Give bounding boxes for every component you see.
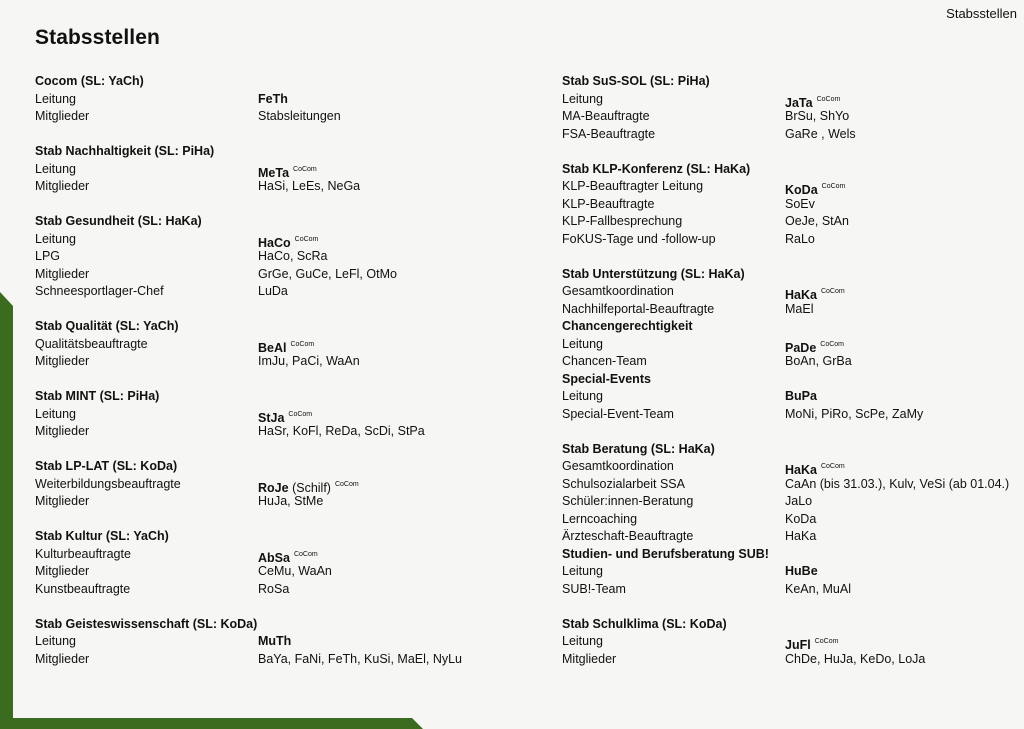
section-title: Stab SuS-SOL (SL: PiHa)	[562, 74, 710, 88]
entry-label: Leitung	[35, 634, 77, 648]
entry-label: Gesamtkoordination	[562, 459, 674, 473]
entry-row	[562, 406, 1022, 424]
entry-label: SUB!-Team	[562, 581, 626, 596]
member-names: LuDa	[258, 284, 288, 298]
entry-value	[785, 301, 813, 319]
entry-value	[785, 511, 816, 529]
header-label: Stabsstellen	[946, 6, 1017, 21]
member-names: KoDa	[785, 511, 817, 526]
entry-label: Chancen-Team	[562, 354, 647, 368]
entry-row	[562, 213, 1022, 231]
lead-name: KoDa	[785, 183, 818, 197]
cocom-tag: CoCom	[294, 235, 319, 243]
member-names: RaLo	[785, 231, 815, 246]
entry-value	[785, 388, 817, 406]
lead-name: HaKa	[785, 288, 817, 302]
entry-label: Mitglieder	[35, 354, 90, 368]
entry-label: Schulsozialarbeit SSA	[562, 476, 685, 491]
member-names: (Schilf)	[292, 480, 331, 495]
entry-label: Ärzteschaft-Beauftragte	[562, 529, 694, 543]
decorative-green-bar-bottom	[0, 718, 412, 729]
entry-label: Kunstbeauftragte	[35, 581, 131, 596]
lead-name: BuPa	[785, 389, 817, 403]
entry-label: Leitung	[562, 389, 604, 403]
entry-row	[562, 301, 1022, 319]
entry-row	[35, 406, 515, 424]
entry-row	[562, 108, 1022, 126]
cocom-tag: CoCom	[293, 165, 317, 173]
section	[35, 528, 515, 598]
entry-row	[562, 388, 1022, 406]
entry-value	[258, 423, 425, 441]
entry-row	[35, 336, 515, 354]
entry-row	[562, 231, 1022, 249]
lead-name: JaTa	[785, 95, 813, 110]
entry-row	[562, 528, 1022, 546]
entry-row	[562, 353, 1022, 371]
cocom-tag: CoCom	[820, 288, 845, 295]
entry-row	[562, 563, 1022, 581]
cocom-tag: CoCom	[334, 480, 359, 488]
entry-row	[35, 563, 515, 581]
entry-row	[35, 266, 515, 284]
section-title: Stab Kultur (SL: YaCh)	[35, 529, 169, 543]
cocom-tag: CoCom	[814, 638, 839, 645]
entry-label: Qualitätsbeauftragte	[35, 336, 148, 351]
lead-name: FeTh	[258, 91, 288, 106]
entry-value	[785, 353, 852, 371]
entry-value	[258, 493, 323, 511]
lead-name: MuTh	[258, 634, 292, 648]
entry-label: FoKUS-Tage und -follow-up	[562, 231, 716, 246]
entry-row	[562, 336, 1022, 354]
entry-row	[562, 458, 1022, 476]
decorative-green-bar-left	[0, 306, 13, 729]
subsection-title: Chancengerechtigkeit	[562, 319, 693, 333]
cocom-tag: CoCom	[820, 340, 845, 348]
entry-value	[785, 196, 815, 214]
entry-label: MA-Beauftragte	[562, 109, 650, 123]
section-title: Stab Schulklima (SL: KoDa)	[562, 616, 727, 631]
member-names: KeAn, MuAl	[785, 581, 852, 596]
entry-row	[562, 178, 1022, 196]
cocom-tag: CoCom	[293, 550, 318, 558]
entry-row	[562, 91, 1022, 109]
entry-value	[785, 458, 845, 476]
section	[35, 213, 515, 301]
entry-label: Mitglieder	[35, 179, 90, 193]
entry-label: Nachhilfeportal-Beauftragte	[562, 301, 715, 316]
entry-label: KLP-Beauftragter Leitung	[562, 179, 704, 193]
section-title: Stab KLP-Konferenz (SL: HaKa)	[562, 161, 751, 176]
entry-value	[258, 283, 288, 301]
entry-row	[562, 493, 1022, 511]
entry-value	[785, 213, 849, 231]
section-title: Stab Unterstützung (SL: HaKa)	[562, 266, 745, 281]
entry-row	[562, 633, 1022, 651]
entry-label: Mitglieder	[35, 266, 90, 281]
section-title: Stab MINT (SL: PiHa)	[35, 389, 160, 403]
lead-name: MeTa	[258, 165, 290, 180]
left-column	[35, 73, 515, 686]
entry-label: Leitung	[35, 91, 77, 106]
section	[35, 318, 515, 371]
member-names: HaKa	[785, 529, 817, 543]
entry-label: Mitglieder	[35, 494, 90, 508]
member-names: HaCo, ScRa	[258, 249, 328, 263]
entry-value	[785, 581, 851, 599]
entry-value	[258, 406, 312, 424]
lead-name: StJa	[258, 410, 285, 425]
right-column	[562, 73, 1022, 686]
member-names: CaAn (bis 31.03.), Kulv, VeSi (ab 01.04.)	[785, 476, 1010, 491]
cocom-tag: CoCom	[288, 410, 313, 418]
entry-row	[35, 231, 515, 249]
entry-label: Leitung	[562, 336, 604, 351]
section	[35, 616, 515, 669]
member-names: BrSu, ShYo	[785, 109, 850, 123]
lead-name: PaDe	[785, 340, 817, 355]
entry-label: Schneesportlager-Chef	[35, 284, 164, 298]
entry-label: Leitung	[562, 564, 604, 578]
entry-value	[258, 161, 317, 179]
entry-label: KLP-Fallbesprechung	[562, 214, 683, 228]
entry-row	[35, 581, 515, 599]
entry-row	[35, 633, 515, 651]
entry-value	[785, 493, 812, 511]
entry-value	[258, 91, 288, 109]
lead-name: HaCo	[258, 235, 291, 250]
entry-row	[562, 126, 1022, 144]
section	[35, 388, 515, 441]
section-title: Stab Nachhaltigkeit (SL: PiHa)	[35, 144, 215, 158]
entry-row	[35, 493, 515, 511]
section-title: Stab Geisteswissenschaft (SL: KoDa)	[35, 616, 258, 631]
member-names: GaRe , Wels	[785, 126, 856, 141]
member-names: Stabsleitungen	[258, 109, 341, 123]
lead-name: HaKa	[785, 463, 817, 477]
entry-label: FSA-Beauftragte	[562, 126, 656, 141]
lead-name: AbSa	[258, 550, 290, 565]
entry-row	[562, 476, 1022, 494]
entry-value	[258, 108, 341, 126]
entry-row	[35, 546, 515, 564]
entry-row	[35, 353, 515, 371]
entry-label: Mitglieder	[35, 109, 90, 123]
section	[562, 161, 1022, 249]
entry-value	[785, 231, 815, 249]
entry-value	[785, 126, 856, 144]
entry-row	[562, 581, 1022, 599]
entry-label: Leitung	[562, 91, 604, 106]
entry-label: Leitung	[35, 161, 77, 176]
section	[562, 73, 1022, 143]
member-names: ImJu, PaCi, WaAn	[258, 354, 360, 368]
member-names: BoAn, GrBa	[785, 354, 852, 368]
entry-label: KLP-Beauftragte	[562, 196, 655, 211]
member-names: HuJa, StMe	[258, 494, 324, 508]
entry-value	[785, 108, 849, 126]
page-title: Stabsstellen	[35, 26, 160, 49]
entry-value	[258, 546, 318, 564]
lead-name: JuFl	[785, 638, 811, 652]
section	[562, 616, 1022, 669]
entry-label: Lerncoaching	[562, 511, 638, 526]
entry-row	[35, 283, 515, 301]
entry-label: Mitglieder	[35, 564, 90, 578]
entry-row	[35, 91, 515, 109]
entry-value	[258, 651, 462, 669]
member-names: JaLo	[785, 494, 813, 508]
entry-value	[258, 581, 289, 599]
entry-row	[35, 178, 515, 196]
entry-value	[258, 336, 314, 354]
member-names: SoEv	[785, 196, 815, 211]
section	[35, 458, 515, 511]
entry-value	[785, 476, 1009, 494]
entry-row	[562, 651, 1022, 669]
member-names: CeMu, WaAn	[258, 564, 332, 578]
entry-value	[785, 651, 925, 669]
entry-label: Special-Event-Team	[562, 406, 674, 421]
entry-value	[258, 248, 327, 266]
section	[35, 143, 515, 196]
entry-value	[258, 178, 360, 196]
cocom-tag: CoCom	[816, 95, 841, 103]
entry-value	[258, 633, 291, 651]
entry-value	[258, 266, 397, 284]
member-names: RoSa	[258, 581, 290, 596]
entry-row	[35, 423, 515, 441]
entry-value	[785, 633, 838, 651]
lead-name: HuBe	[785, 564, 818, 578]
entry-label: Leitung	[35, 406, 77, 421]
section-title: Stab LP-LAT (SL: KoDa)	[35, 459, 178, 473]
entry-value	[785, 283, 845, 301]
section-title: Stab Qualität (SL: YaCh)	[35, 319, 179, 333]
entry-label: Kulturbeauftragte	[35, 546, 131, 561]
member-names: MoNi, PiRo, ScPe, ZaMy	[785, 406, 924, 421]
lead-name: RoJe	[258, 480, 289, 495]
entry-value	[785, 91, 840, 109]
member-names: HaSi, LeEs, NeGa	[258, 179, 361, 193]
entry-row	[35, 248, 515, 266]
entry-label: Gesamtkoordination	[562, 284, 674, 298]
section-title: Stab Gesundheit (SL: HaKa)	[35, 214, 202, 228]
entry-label: Mitglieder	[562, 651, 617, 666]
entry-value	[785, 336, 844, 354]
member-names: HaSr, KoFl, ReDa, ScDi, StPa	[258, 424, 425, 438]
entry-row	[35, 651, 515, 669]
cocom-tag: CoCom	[821, 183, 846, 190]
entry-value	[785, 178, 845, 196]
entry-label: Schüler:innen-Beratung	[562, 494, 694, 508]
entry-row	[35, 108, 515, 126]
entry-label: Weiterbildungsbeauftragte	[35, 476, 181, 491]
member-names: BaYa, FaNi, FeTh, KuSi, MaEl, NyLu	[258, 651, 463, 666]
member-names: GrGe, GuCe, LeFl, OtMo	[258, 266, 397, 281]
entry-row	[562, 196, 1022, 214]
entry-row	[562, 511, 1022, 529]
section-title: Stab Beratung (SL: HaKa)	[562, 441, 715, 456]
member-names: ChDe, HuJa, KeDo, LoJa	[785, 651, 926, 666]
cocom-tag: CoCom	[290, 340, 315, 348]
entry-label: Leitung	[35, 231, 77, 246]
member-names: MaEl	[785, 301, 814, 316]
entry-label: Leitung	[562, 634, 604, 648]
entry-value	[785, 406, 923, 424]
subsection-title: Special-Events	[562, 371, 651, 386]
entry-value	[258, 231, 318, 249]
section	[562, 441, 1022, 599]
member-names: OeJe, StAn	[785, 214, 849, 228]
entry-row	[562, 283, 1022, 301]
section	[562, 266, 1022, 424]
entry-value	[785, 528, 816, 546]
section	[35, 73, 515, 126]
subsection-title: Studien- und Berufsberatung SUB!	[562, 546, 769, 561]
entry-value	[258, 476, 359, 494]
entry-label: Mitglieder	[35, 424, 90, 438]
lead-name: BeAl	[258, 340, 287, 355]
entry-value	[258, 563, 332, 581]
entry-value	[785, 563, 818, 581]
entry-label: LPG	[35, 249, 61, 263]
cocom-tag: CoCom	[820, 463, 845, 470]
entry-value	[258, 353, 360, 371]
section-title: Cocom (SL: YaCh)	[35, 74, 144, 88]
entry-label: Mitglieder	[35, 651, 90, 666]
entry-row	[35, 476, 515, 494]
entry-row	[35, 161, 515, 179]
